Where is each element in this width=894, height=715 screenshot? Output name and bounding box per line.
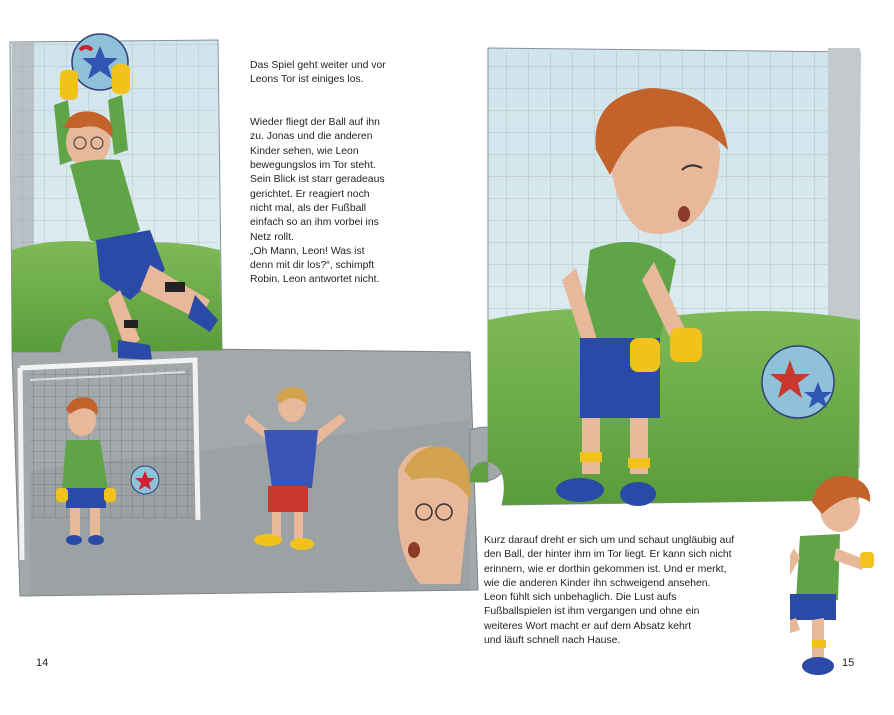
page-number-left: 14 bbox=[36, 657, 49, 669]
ball-small-icon bbox=[131, 466, 159, 494]
ball-large-icon bbox=[762, 346, 834, 418]
story-text-bottom: Kurz darauf dreht er sich um und schaut ungläubig auf den Ball, der hinter ihm im Tor liegt. Er kann sich nicht erinnern, wie er dorthin gekommen ist. Und er merkt, wie die anderen Kinder ihn schweigend ansehen. Leon fühlt sich unbehaglich. Die Lust aufs Fußballspielen ist ihm vergangen und ohne ein weiteres Wort macht er auf dem Absatz kehrt und läuft schnell nach Hause. bbox=[484, 535, 735, 647]
story-paragraph-1: Das Spiel geht weiter und vor Leons Tor ist einiges los. bbox=[250, 60, 386, 86]
boy-face-glasses bbox=[398, 446, 471, 584]
story-paragraph-2: Wieder fliegt der Ball auf ihn zu. Jonas und die anderen Kinder sehen, wie Leon bewegungslos im Tor steht. Sein Blick ist starr geradeaus gerichtet. Er reagiert noch nicht mal, als der Fußball einfach so an ihm vorbei ins Netz rollt. „Oh Mann, Leon! Was ist denn mit dir los?“, schimpft Robin. Leon antwortet nicht. bbox=[250, 117, 385, 286]
story-text-top bbox=[250, 59, 415, 288]
page-number-right: 15 bbox=[842, 657, 855, 669]
